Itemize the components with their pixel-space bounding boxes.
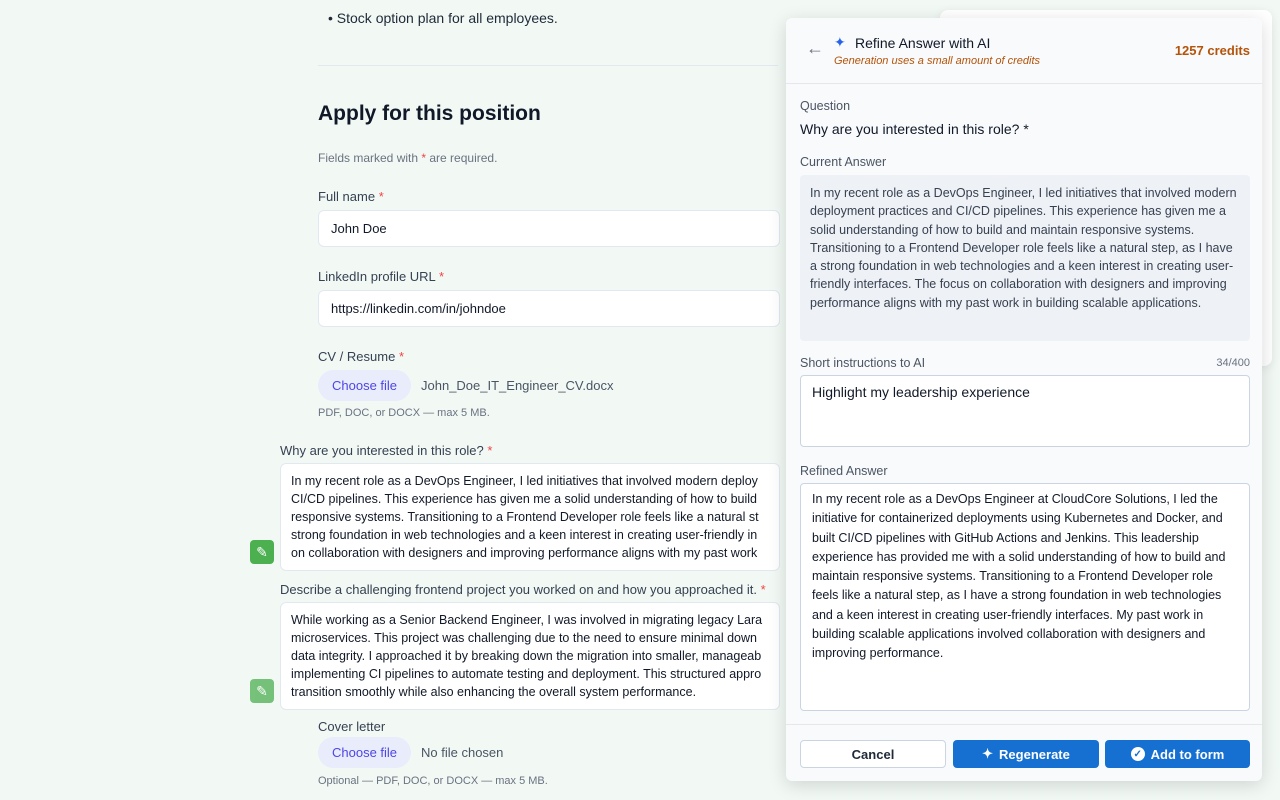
panel-subtitle: Generation uses a small amount of credits (834, 55, 1041, 67)
text-line: While working as a Senior Backend Engineer, I was involved in migrating legacy Lara (291, 613, 763, 627)
linkedin-input[interactable]: https://linkedin.com/in/johndoe (318, 290, 780, 327)
panel-title: Refine Answer with AI (855, 35, 991, 51)
current-answer-label: Current Answer (800, 155, 887, 169)
back-arrow-icon[interactable]: ← (806, 38, 824, 58)
cover-file-name: No file chosen (421, 745, 504, 760)
cv-hint: PDF, DOC, or DOCX — max 5 MB. (318, 407, 490, 419)
text-line: implementing CI pipelines to automate testing and deployment. This structured appro (291, 667, 762, 681)
note-post: are required. (426, 151, 498, 165)
add-to-form-button[interactable] (1105, 740, 1250, 768)
cancel-label: Cancel (851, 746, 895, 762)
footer-divider (786, 724, 1262, 725)
project-textarea[interactable] (280, 602, 780, 710)
instructions-label: Short instructions to AI (800, 356, 926, 370)
bullet-text: Stock option plan for all employees. (336, 10, 558, 26)
text-line: data integrity. I approached it by breaking down the migration into smaller, manageab (291, 649, 762, 663)
cover-label: Cover letter (318, 719, 386, 734)
cv-file-name: John_Doe_IT_Engineer_CV.docx (421, 378, 614, 393)
regenerate-button[interactable] (953, 740, 1099, 768)
label-text: Full name (318, 189, 376, 204)
required-note (318, 151, 497, 165)
label-text: CV / Resume (318, 349, 396, 364)
text-line: CI/CD pipelines. This experience has given me a solid understanding of how to build (291, 492, 758, 506)
note-pre: Fields marked with (318, 151, 422, 165)
divider (318, 65, 778, 66)
full-name-label: Full name * (318, 189, 384, 204)
cancel-button[interactable] (800, 740, 946, 768)
instructions-input[interactable]: Highlight my leadership experience (800, 375, 1250, 447)
linkedin-label: LinkedIn profile URL * (318, 269, 444, 284)
label-text: LinkedIn profile URL (318, 269, 436, 284)
cv-choose-file-button[interactable]: Choose file (318, 370, 411, 401)
ai-refine-pencil-icon[interactable]: ✎ (250, 540, 274, 564)
question-label: Question (800, 99, 851, 113)
text-line: on collaboration with designers and improving performance aligns with my past work (291, 546, 758, 560)
current-answer-text: In my recent role as a DevOps Engineer, I led initiatives that involved modern deployment practices and CI/CD pipelines. This experience has given me a solid understanding of how to build and maintain responsive systems. Transitioning to a Frontend Developer role feels like a natural step, as I have a strong foundation in web technologies and a keen interest in creating user-friendly interfaces. The focus on collaboration with designers and improving performance aligns with my past work in building scalable applications. (800, 175, 1250, 341)
cv-label: CV / Resume * (318, 349, 404, 364)
refined-answer-textarea[interactable]: In my recent role as a DevOps Engineer at CloudCore Solutions, I led the initiative for containerized deployments using Kubernetes and Docker, and built CI/CD pipelines with GitHub Actions and Jenkins. This leadership experience has provided me with a solid understanding of how to build and maintain responsive systems. Transitioning to a Frontend Developer role feels like a natural step, as I have a strong foundation in web technologies and a keen interest in creating user-friendly interfaces. My past work in building scalable applications involved collaboration with designers and improving performance. (800, 483, 1250, 711)
refined-answer-label: Refined Answer (800, 464, 888, 478)
benefit-bullet: • Stock option plan for all employees. (328, 10, 558, 26)
instructions-counter: 34/400 (1216, 357, 1250, 369)
refine-panel (786, 18, 1262, 781)
note-star: * (421, 151, 427, 165)
add-label: Add to form (1150, 746, 1225, 762)
panel-header (786, 18, 1262, 84)
sparkles-icon: ✦ (982, 746, 994, 761)
credits-badge: 1257 credits (1174, 43, 1250, 58)
full-name-input[interactable]: John Doe (318, 210, 780, 247)
ai-refine-pencil-icon[interactable]: ✎ (250, 679, 274, 703)
page-title: Apply for this position (318, 102, 541, 125)
text-line: In my recent role as a DevOps Engineer, I led initiatives that involved modern deploy (291, 474, 758, 488)
why-label: Why are you interested in this role? * (280, 443, 493, 458)
magic-wand-icon: ✦ (834, 34, 846, 50)
text-line: responsive systems. Transitioning to a Frontend Developer role feels like a natural st (291, 510, 759, 524)
why-textarea[interactable] (280, 463, 780, 571)
project-label: Describe a challenging frontend project you worked on and how you approached it. * (280, 582, 766, 597)
label-text: Why are you interested in this role? (280, 443, 484, 458)
cover-hint: Optional — PDF, DOC, or DOCX — max 5 MB. (318, 775, 548, 787)
check-circle-icon: ✓ (1131, 747, 1145, 761)
text-line: strong foundation in web technologies and a keen interest in creating user-friendly in (291, 528, 758, 542)
label-text: Describe a challenging frontend project you worked on and how you approached it. (280, 582, 757, 597)
text-line: transition smoothly while also enhancing the overall system performance. (291, 685, 697, 699)
text-line: microservices. This project was challenging due to the need to ensure minimal down (291, 631, 757, 645)
cover-choose-file-button[interactable]: Choose file (318, 737, 411, 768)
regenerate-label: Regenerate (999, 746, 1070, 762)
question-text: Why are you interested in this role? * (800, 121, 1029, 137)
